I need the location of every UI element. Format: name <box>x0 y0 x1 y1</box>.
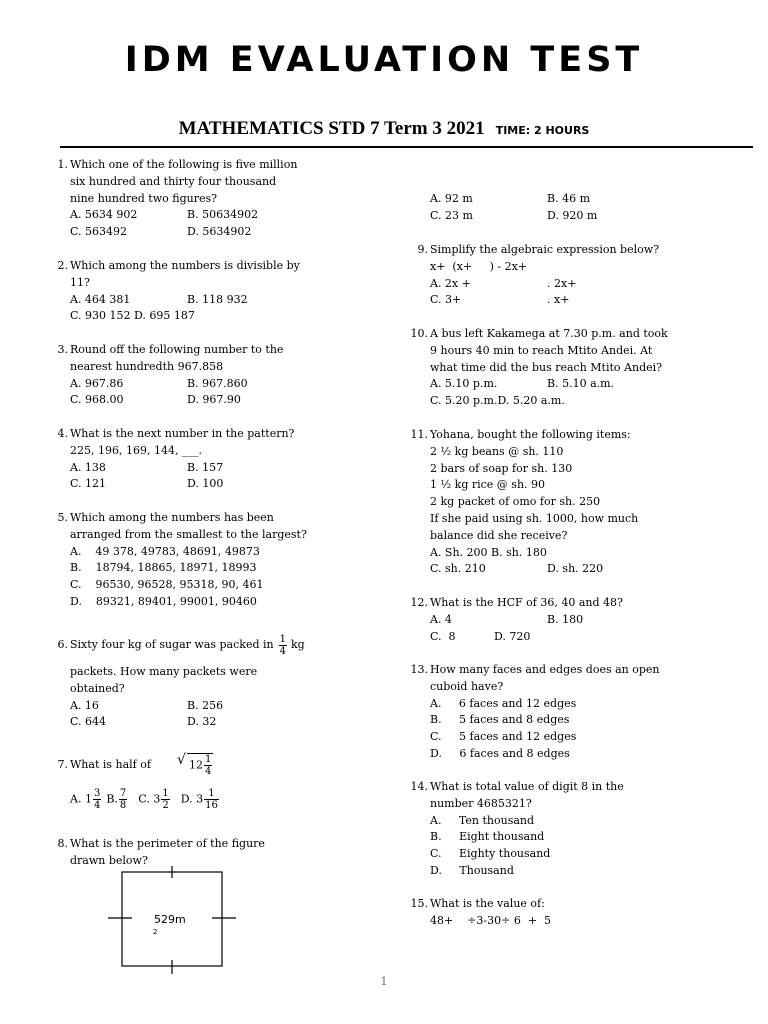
question-number: 12. <box>410 596 428 609</box>
question-text: A bus left Kakamega at 7.30 p.m. and took <box>430 327 668 340</box>
fraction-numerator: 1 <box>162 787 169 799</box>
question-text: nearest hundredth 967.858 <box>70 359 224 373</box>
question-text: 9 hours 40 min to reach Mtito Andei. At <box>430 343 653 357</box>
option-a: A. Ten thousand <box>430 813 535 827</box>
option-c: C. 5 faces and 12 edges <box>430 730 577 744</box>
option-b: B. 5.10 a.m. <box>547 377 615 391</box>
question-12 <box>404 595 744 645</box>
question-text: balance did she receive? <box>430 528 568 542</box>
option-b: B. 5 faces and 8 edges <box>430 713 570 727</box>
option-a <box>70 788 102 811</box>
question-15 <box>404 896 744 930</box>
test-title: IDM EVALUATION TEST <box>124 40 644 80</box>
expression: x+ (x+ ) - 2x+ <box>430 259 528 273</box>
question-text: What is total value of digit 8 in the <box>430 780 624 793</box>
option-label: A. <box>70 792 82 805</box>
question-text: What is the perimeter of the figure <box>70 837 265 850</box>
option-fraction <box>161 788 169 811</box>
option-b: B. 157 <box>187 460 224 474</box>
fraction-numerator: 1 <box>204 788 219 800</box>
option-a: A. 138 <box>70 460 106 474</box>
fraction-denominator: 4 <box>93 799 101 811</box>
question-number: 5. <box>57 511 68 524</box>
item-line: 2 ½ kg beans @ sh. 110 <box>430 444 564 458</box>
option-b: B. 967.860 <box>187 376 248 390</box>
question-10 <box>404 326 744 410</box>
option-c: C. 96530, 96528, 95318, 90, 461 <box>70 578 264 592</box>
question-text: drawn below? <box>70 853 148 867</box>
question-text: Which among the numbers has been <box>70 511 274 524</box>
fraction-denominator: 4 <box>279 645 286 657</box>
option-a: A. 4 <box>430 612 452 626</box>
page-number: 1 <box>380 975 388 988</box>
option-cd: C. 5.20 p.m.D. 5.20 a.m. <box>430 394 565 408</box>
option-whole: 1 <box>84 792 92 805</box>
option-a: A. 16 <box>70 698 99 712</box>
option-c <box>138 788 170 811</box>
question-number: 15. <box>410 897 428 910</box>
option-c: C. 121 <box>70 477 107 491</box>
option-d: D. 100 <box>187 477 224 491</box>
option-spacer <box>547 545 744 562</box>
option-label: B. <box>106 792 118 805</box>
option-b: B. Eight thousand <box>430 830 545 844</box>
question-number: 9. <box>417 243 428 256</box>
question-3 <box>44 342 364 409</box>
option-d: D. 967.90 <box>187 393 241 407</box>
question-number: 10. <box>410 327 428 340</box>
item-line: 2 kg packet of omo for sh. 250 <box>430 495 601 509</box>
option-label: D. 3 <box>180 792 204 805</box>
option-d: D. Thousand <box>430 863 514 877</box>
option-c: C. 23 m <box>430 208 473 222</box>
option-fraction <box>204 788 219 811</box>
option-c: C. 644 <box>70 715 107 729</box>
root-fraction <box>204 754 212 777</box>
question-text: Round off the following number to the <box>70 343 284 356</box>
question-text: Which one of the following is five million <box>70 158 298 171</box>
option-c: C. 3+ <box>430 293 462 307</box>
question-11 <box>404 427 744 578</box>
question-9 <box>404 242 744 309</box>
question-text: What is the value of: <box>430 897 545 910</box>
question-number: 8. <box>57 837 68 850</box>
question-number: 4. <box>57 427 68 440</box>
question-number: 14. <box>410 780 428 793</box>
question-text: packets. How many packets were <box>70 665 258 678</box>
option-a: A. 967.86 <box>70 376 124 390</box>
option-ab: A. Sh. 200 B. sh. 180 <box>430 545 547 559</box>
fraction-numerator: 7 <box>119 787 127 799</box>
question-2 <box>44 258 364 325</box>
question-text: 11? <box>70 275 90 289</box>
option-c: C. 968.00 <box>70 393 124 407</box>
header-divider <box>60 146 753 148</box>
question-text: Which among the numbers is divisible by <box>70 259 300 272</box>
question-text: number 4685321? <box>430 796 532 810</box>
option-d <box>181 788 220 811</box>
question-number: 6. <box>57 638 68 651</box>
question-6 <box>44 630 374 731</box>
option-b: B. 18794, 18865, 18971, 18993 <box>70 561 257 575</box>
question-text: Yohana, bought the following items: <box>430 428 631 441</box>
question-number: 3. <box>57 343 68 356</box>
area-label: 529m <box>154 913 186 926</box>
option-b: B. 118 932 <box>187 292 248 306</box>
question-text: six hundred and thirty four thousand <box>70 174 277 188</box>
question-14 <box>404 779 744 880</box>
question-number: 13. <box>410 663 428 676</box>
option-a: A. 92 m <box>430 192 473 205</box>
expression: 48+ ÷3-30÷ 6 + 5 <box>430 913 552 927</box>
question-number: 2. <box>57 259 68 272</box>
question-number: 11. <box>410 428 428 441</box>
fraction-denominator: 4 <box>204 766 212 777</box>
question-13 <box>404 662 744 763</box>
option-b: B. 180 <box>547 612 584 626</box>
fraction-denominator: 8 <box>119 799 127 811</box>
question-text: If she paid using sh. 1000, how much <box>430 511 639 525</box>
question-7-options <box>70 782 364 816</box>
option-c: C. 563492 <box>70 225 128 239</box>
question-number: 1. <box>57 158 68 171</box>
square-figure <box>104 866 244 976</box>
question-text: cuboid have? <box>430 679 504 693</box>
option-d: D. 32 <box>187 715 217 729</box>
option-d: D. 89321, 89401, 99001, 90460 <box>70 594 257 608</box>
option-b: B. 46 m <box>547 192 591 205</box>
question-text: obtained? <box>70 681 125 695</box>
option-b: B. 256 <box>187 698 224 712</box>
option-c: C. Eighty thousand <box>430 847 551 861</box>
option-d: . x+ <box>547 293 570 307</box>
fraction-numerator: 1 <box>204 754 212 765</box>
root-whole: 12 <box>188 758 203 772</box>
option-a: A. 5.10 p.m. <box>430 377 498 391</box>
option-d: D. 6 faces and 8 edges <box>430 746 570 760</box>
question-number: 7. <box>57 758 68 771</box>
option-a: A. 2x + <box>430 276 471 290</box>
question-text: Simplify the algebraic expression below? <box>430 243 660 256</box>
option-cd: C. 8 D. 720 <box>430 629 531 643</box>
question-text: How many faces and edges does an open <box>430 663 660 676</box>
question-text: What is the next number in the pattern? <box>70 427 295 440</box>
question-text: 225, 196, 169, 144, ___. <box>70 443 202 457</box>
option-a: A. 6 faces and 12 edges <box>430 696 577 710</box>
question-8-options <box>404 191 744 225</box>
option-b <box>106 788 128 811</box>
item-line: 2 bars of soap for sh. 130 <box>430 461 573 475</box>
fraction-numerator: 3 <box>93 787 101 799</box>
option-c: C. sh. 210 <box>430 562 486 576</box>
option-d: D. 5634902 <box>187 225 252 239</box>
subject-heading: MATHEMATICS STD 7 Term 3 2021 <box>178 118 485 139</box>
time-allowed: TIME: 2 HOURS <box>495 124 590 137</box>
option-a: A. 464 381 <box>70 292 131 306</box>
option-cd: C. 930 152 D. 695 187 <box>70 309 195 323</box>
question-text: arranged from the smallest to the largest? <box>70 527 307 541</box>
area-superscript: 2 <box>153 928 158 936</box>
question-text: What is half of <box>70 757 151 771</box>
question-8 <box>44 836 364 870</box>
option-b: B. 50634902 <box>187 208 259 222</box>
fraction-numerator: 1 <box>279 633 286 645</box>
question-unit: kg <box>290 637 305 651</box>
fraction-denominator: 16 <box>205 799 218 811</box>
option-a: A. 49 378, 49783, 48691, 49873 <box>70 544 260 558</box>
question-5 <box>44 510 364 611</box>
question-1 <box>44 157 364 241</box>
test-subtitle <box>0 118 768 140</box>
option-d: D. 920 m <box>547 208 598 222</box>
option-b: . 2x+ <box>547 276 577 290</box>
option-a: A. 5634 902 <box>70 208 138 222</box>
square-root-expression <box>187 753 213 777</box>
option-label: C. 3 <box>138 792 161 805</box>
question-7 <box>44 748 364 816</box>
fraction-denominator: 2 <box>162 799 169 811</box>
option-d: D. sh. 220 <box>547 562 604 576</box>
item-line: 1 ½ kg rice @ sh. 90 <box>430 478 546 492</box>
option-fraction <box>119 788 127 811</box>
question-4 <box>44 426 364 493</box>
question-text: nine hundred two figures? <box>70 191 218 205</box>
question-text: what time did the bus reach Mtito Andei? <box>430 360 663 374</box>
fraction-one-quarter <box>279 634 287 657</box>
option-fraction <box>93 788 101 811</box>
question-text: What is the HCF of 36, 40 and 48? <box>430 596 623 609</box>
question-text: Sixty four kg of sugar was packed in <box>70 637 274 651</box>
